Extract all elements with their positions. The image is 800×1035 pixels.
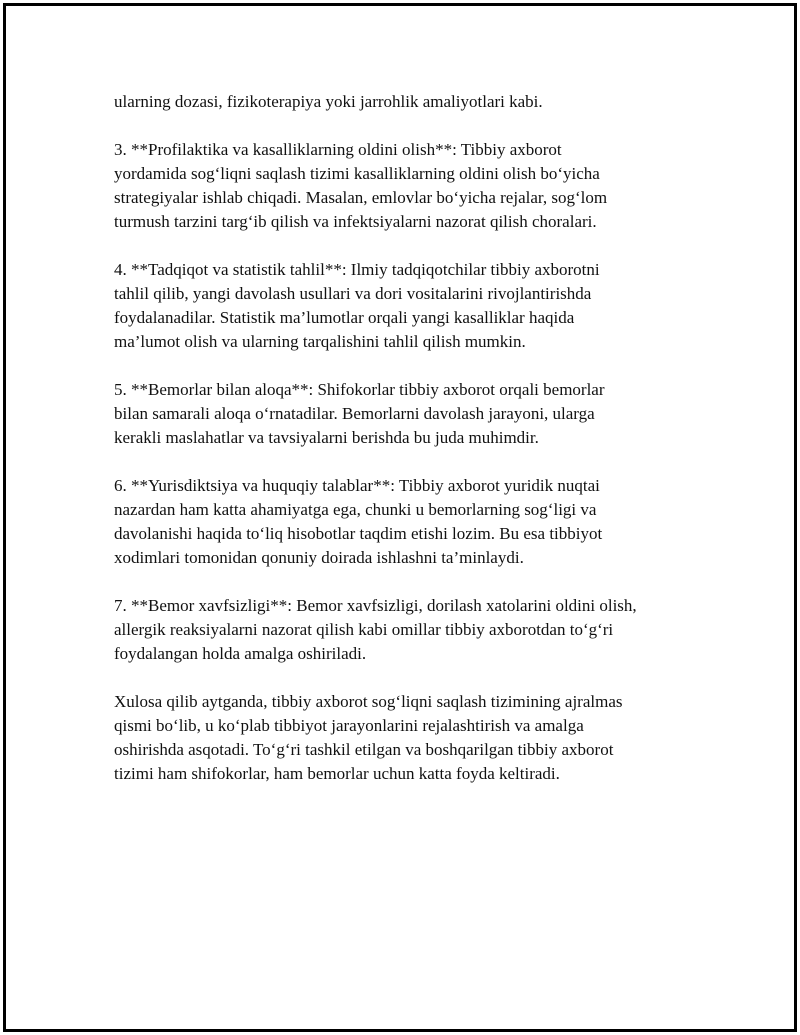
- text-line: ma’lumot olish va ularning tarqalishini tahlil qilish mumkin.: [114, 332, 526, 351]
- text-line: 4. **Tadqiqot va statistik tahlil**: Ilmiy tadqiqotchilar tibbiy axborotni: [114, 260, 600, 279]
- text-line: foydalangan holda amalga oshiriladi.: [114, 644, 367, 663]
- paragraph-item-6-legal: [114, 474, 714, 570]
- text-line: Xulosa qilib aytganda, tibbiy axborot sog‘liqni saqlash tizimining ajralmas: [114, 692, 623, 711]
- text-line: tizimi ham shifokorlar, ham bemorlar uchun katta foyda keltiradi.: [114, 764, 560, 783]
- text-line: kerakli maslahatlar va tavsiyalarni berishda bu juda muhimdir.: [114, 428, 539, 447]
- text-line: xodimlari tomonidan qonuniy doirada ishlashni ta’minlaydi.: [114, 548, 524, 567]
- text-line: yordamida sog‘liqni saqlash tizimi kasalliklarning oldini olish bo‘yicha: [114, 164, 600, 183]
- text-line: bilan samarali aloqa o‘rnatadilar. Bemorlarni davolash jarayoni, ularga: [114, 404, 595, 423]
- text-line: oshirishda asqotadi. To‘g‘ri tashkil etilgan va boshqarilgan tibbiy axborot: [114, 740, 614, 759]
- text-line: davolanishi haqida to‘liq hisobotlar taqdim etishi lozim. Bu esa tibbiyot: [114, 524, 603, 543]
- paragraph-conclusion: [114, 690, 714, 786]
- text-line: 5. **Bemorlar bilan aloqa**: Shifokorlar tibbiy axborot orqali bemorlar: [114, 380, 605, 399]
- text-line: strategiyalar ishlab chiqadi. Masalan, emlovlar bo‘yicha rejalar, sog‘lom: [114, 188, 608, 207]
- paragraph-item-3-prevention: [114, 138, 714, 234]
- paragraph-item-4-research: [114, 258, 714, 354]
- paragraph-item-7-safety: [114, 594, 714, 666]
- text-line: tahlil qilib, yangi davolash usullari va dori vositalarini rivojlantirishda: [114, 284, 592, 303]
- text-line: nazardan ham katta ahamiyatga ega, chunki u bemorlarning sog‘ligi va: [114, 500, 597, 519]
- text-line: 7. **Bemor xavfsizligi**: Bemor xavfsizligi, dorilash xatolarini oldini olish,: [114, 596, 637, 615]
- document-body: [114, 90, 714, 810]
- text-line: turmush tarzini targ‘ib qilish va infektsiyalarni nazorat qilish choralari.: [114, 212, 597, 231]
- text-line: 3. **Profilaktika va kasalliklarning oldini olish**: Tibbiy axborot: [114, 140, 562, 159]
- text-line: foydalanadilar. Statistik ma’lumotlar orqali yangi kasalliklar haqida: [114, 308, 575, 327]
- text-line: allergik reaksiyalarni nazorat qilish kabi omillar tibbiy axborotdan to‘g‘ri: [114, 620, 614, 639]
- text-line: 6. **Yurisdiktsiya va huquqiy talablar**: Tibbiy axborot yuridik nuqtai: [114, 476, 600, 495]
- paragraph-item-5-communication: [114, 378, 714, 450]
- paragraph-continuation: [114, 90, 714, 114]
- text-line: ularning dozasi, fizikoterapiya yoki jarrohlik amaliyotlari kabi.: [114, 92, 543, 111]
- text-line: qismi bo‘lib, u ko‘plab tibbiyot jarayonlarini rejalashtirish va amalga: [114, 716, 584, 735]
